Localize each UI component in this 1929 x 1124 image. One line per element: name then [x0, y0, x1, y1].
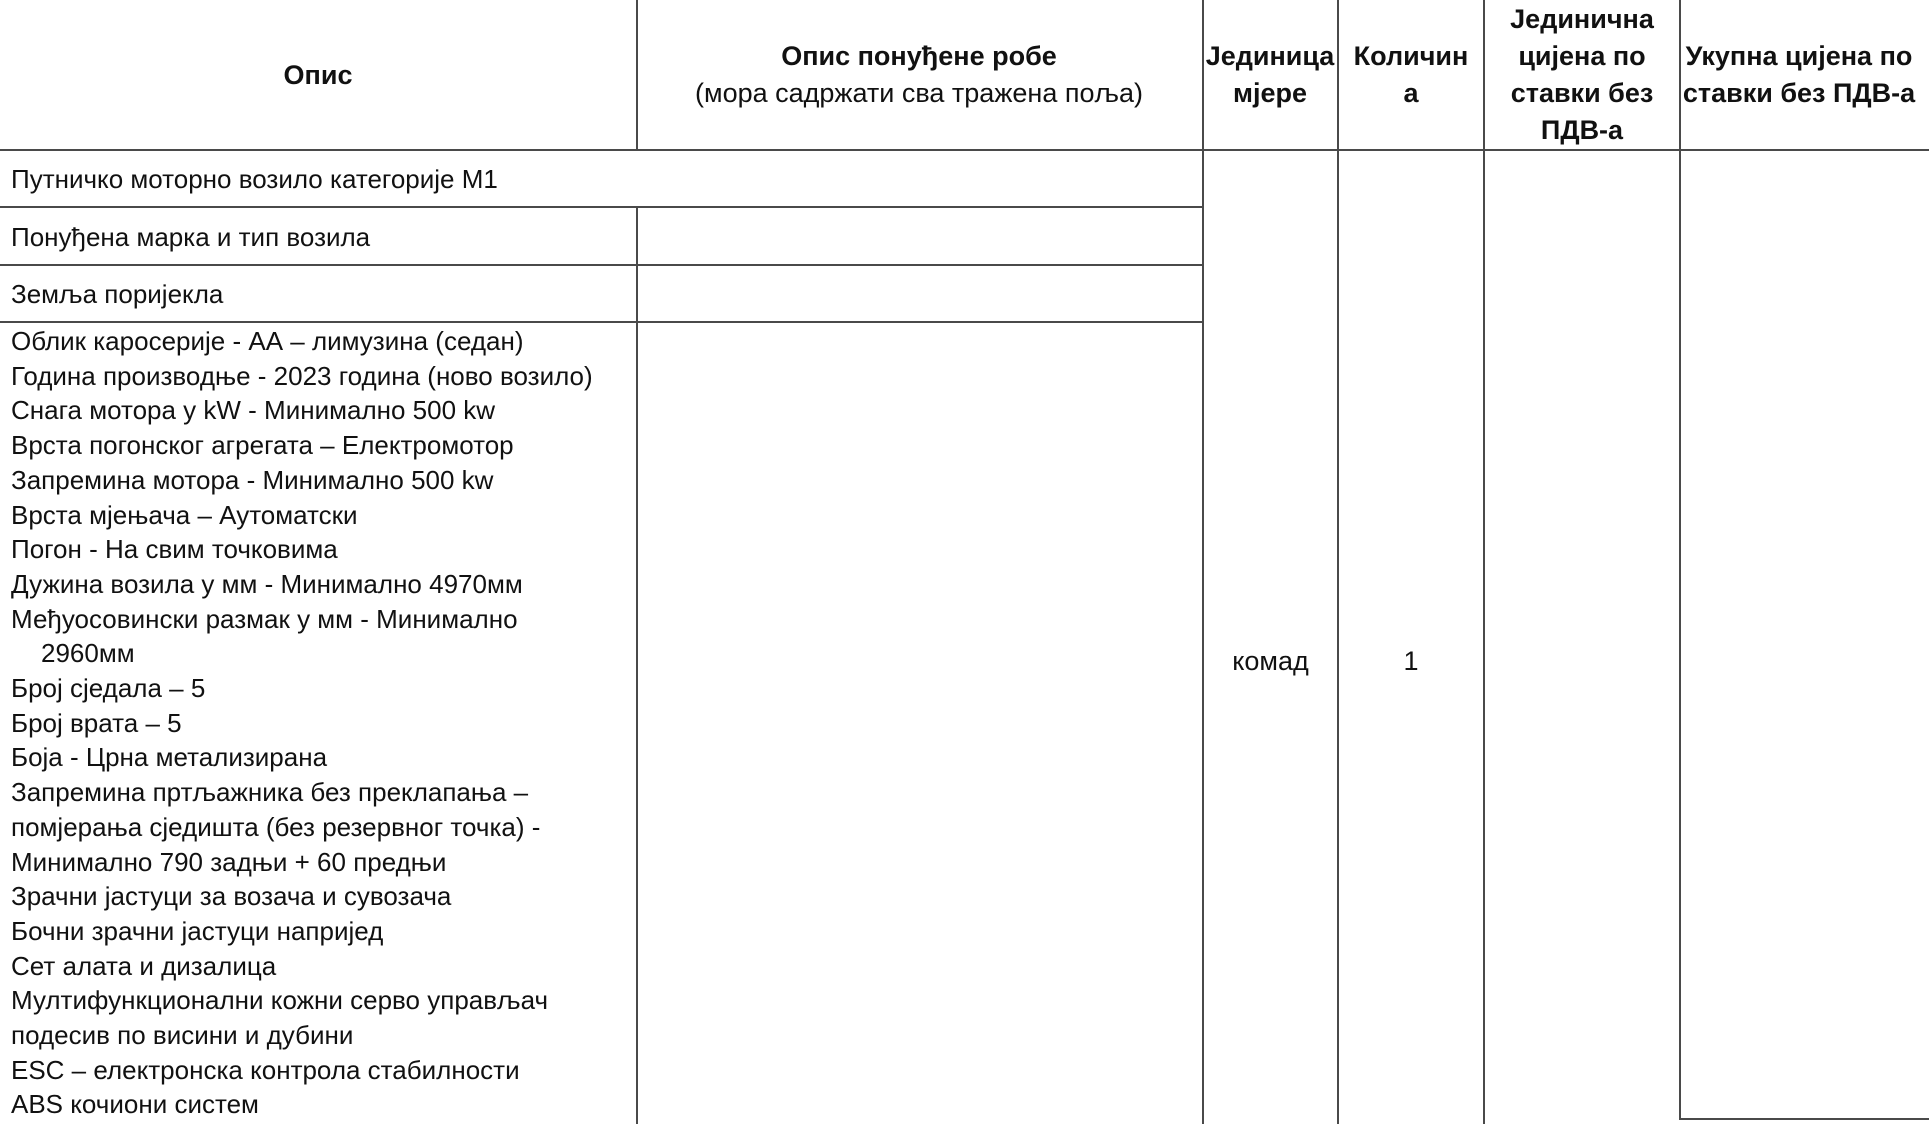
- header-jedinica-mjere: [1202, 0, 1338, 150]
- header-ukupna-cijena: [1680, 0, 1918, 150]
- spec-item: Зрачни јастуци за возача и сувозача: [11, 881, 452, 912]
- spec-item: подесив по висини и дубини: [11, 1020, 354, 1051]
- spec-item: Мултифункционални кожни серво управљач: [11, 985, 549, 1016]
- spec-item: Минимално 790 задњи + 60 предњи: [11, 846, 447, 877]
- header-jedinicna-cijena: [1484, 0, 1680, 150]
- header-kolicina: [1338, 0, 1484, 150]
- spec-item: Сет алата и дизалица: [11, 950, 277, 981]
- spec-item: Број сједала – 5: [11, 673, 206, 704]
- header-jed-cijena-line1: Јединична: [1510, 4, 1654, 34]
- header-uk-cijena-line1: Укупна цијена по: [1685, 41, 1913, 71]
- spec-list: [11, 324, 593, 1122]
- spec-item-continuation: 2960мм: [41, 638, 135, 669]
- col-divider-1-header: [636, 0, 638, 150]
- header-kolicina-line2: а: [1403, 78, 1419, 108]
- spec-item: Година производње - 2023 година (ново возило): [11, 360, 593, 391]
- spec-item: ESC – електронска контрола стабилности: [11, 1054, 520, 1085]
- brand-type-input-cell[interactable]: [638, 208, 1201, 263]
- spec-item: Облик каросерије - АА – лимузина (седан): [11, 326, 524, 356]
- col-divider-2: [1202, 0, 1204, 1124]
- row-vehicle-category: Путничко моторно возило категорије М1: [11, 164, 498, 194]
- spec-item: Број врата – 5: [11, 707, 182, 738]
- spec-item: помјерања сједишта (без резервног точка) -: [11, 811, 541, 842]
- spec-item: Врста мјењача – Аутоматски: [11, 499, 358, 530]
- header-kolicina-line1: Количин: [1353, 41, 1469, 71]
- spec-item: Запремина пртљажника без преклапања –: [11, 777, 529, 808]
- header-uk-cijena-line2: ставки без ПДВ-а: [1682, 78, 1916, 108]
- last-col-bottom-border: [1680, 1118, 1929, 1120]
- row-country-of-origin: Земља поријекла: [11, 279, 224, 309]
- header-opis-robe-subtitle: (мора садржати сва тражена поља): [695, 78, 1143, 108]
- header-opis-label: Опис: [283, 59, 353, 90]
- header-opis: [0, 0, 636, 150]
- header-opis-robe-title: Опис понуђене робе: [781, 41, 1057, 71]
- header-opis-robe: [636, 0, 1202, 150]
- unit-value: комад: [1232, 646, 1309, 676]
- header-jedinica-line1: Јединица: [1205, 41, 1335, 71]
- spec-item: Дужина возила у мм - Минимално 4970мм: [11, 568, 523, 599]
- spec-item: Запремина мотора - Минимално 500 kw: [11, 464, 494, 495]
- spec-item: ABS кочиони систем: [11, 1089, 259, 1120]
- header-jedinica-line2: мјере: [1233, 78, 1307, 108]
- unit-price-cell[interactable]: [1485, 151, 1678, 1124]
- col-divider-3: [1337, 0, 1339, 1124]
- origin-input-cell[interactable]: [638, 266, 1201, 320]
- spec-item: Снага мотора у kW - Минимално 500 kw: [11, 395, 496, 426]
- quantity-value: 1: [1403, 646, 1419, 676]
- total-price-cell[interactable]: [1681, 151, 1927, 1117]
- header-jed-cijena-line2: цијена по: [1518, 41, 1646, 71]
- header-jed-cijena-line4: ПДВ-а: [1540, 115, 1624, 145]
- header-jed-cijena-line3: ставки без: [1510, 78, 1654, 108]
- spec-item: Међуосовински размак у мм - Минимално: [11, 603, 518, 634]
- row-brand-type: Понуђена марка и тип возила: [11, 222, 371, 252]
- spec-item: Бочни зрачни јастуци напријед: [11, 915, 384, 946]
- spec-item: Боја - Црна метализирана: [11, 742, 328, 773]
- spec-item: Врста погонског агрегата – Електромотор: [11, 430, 514, 461]
- specs-input-cell[interactable]: [638, 323, 1201, 1124]
- spec-item: Погон - На свим точковима: [11, 534, 338, 565]
